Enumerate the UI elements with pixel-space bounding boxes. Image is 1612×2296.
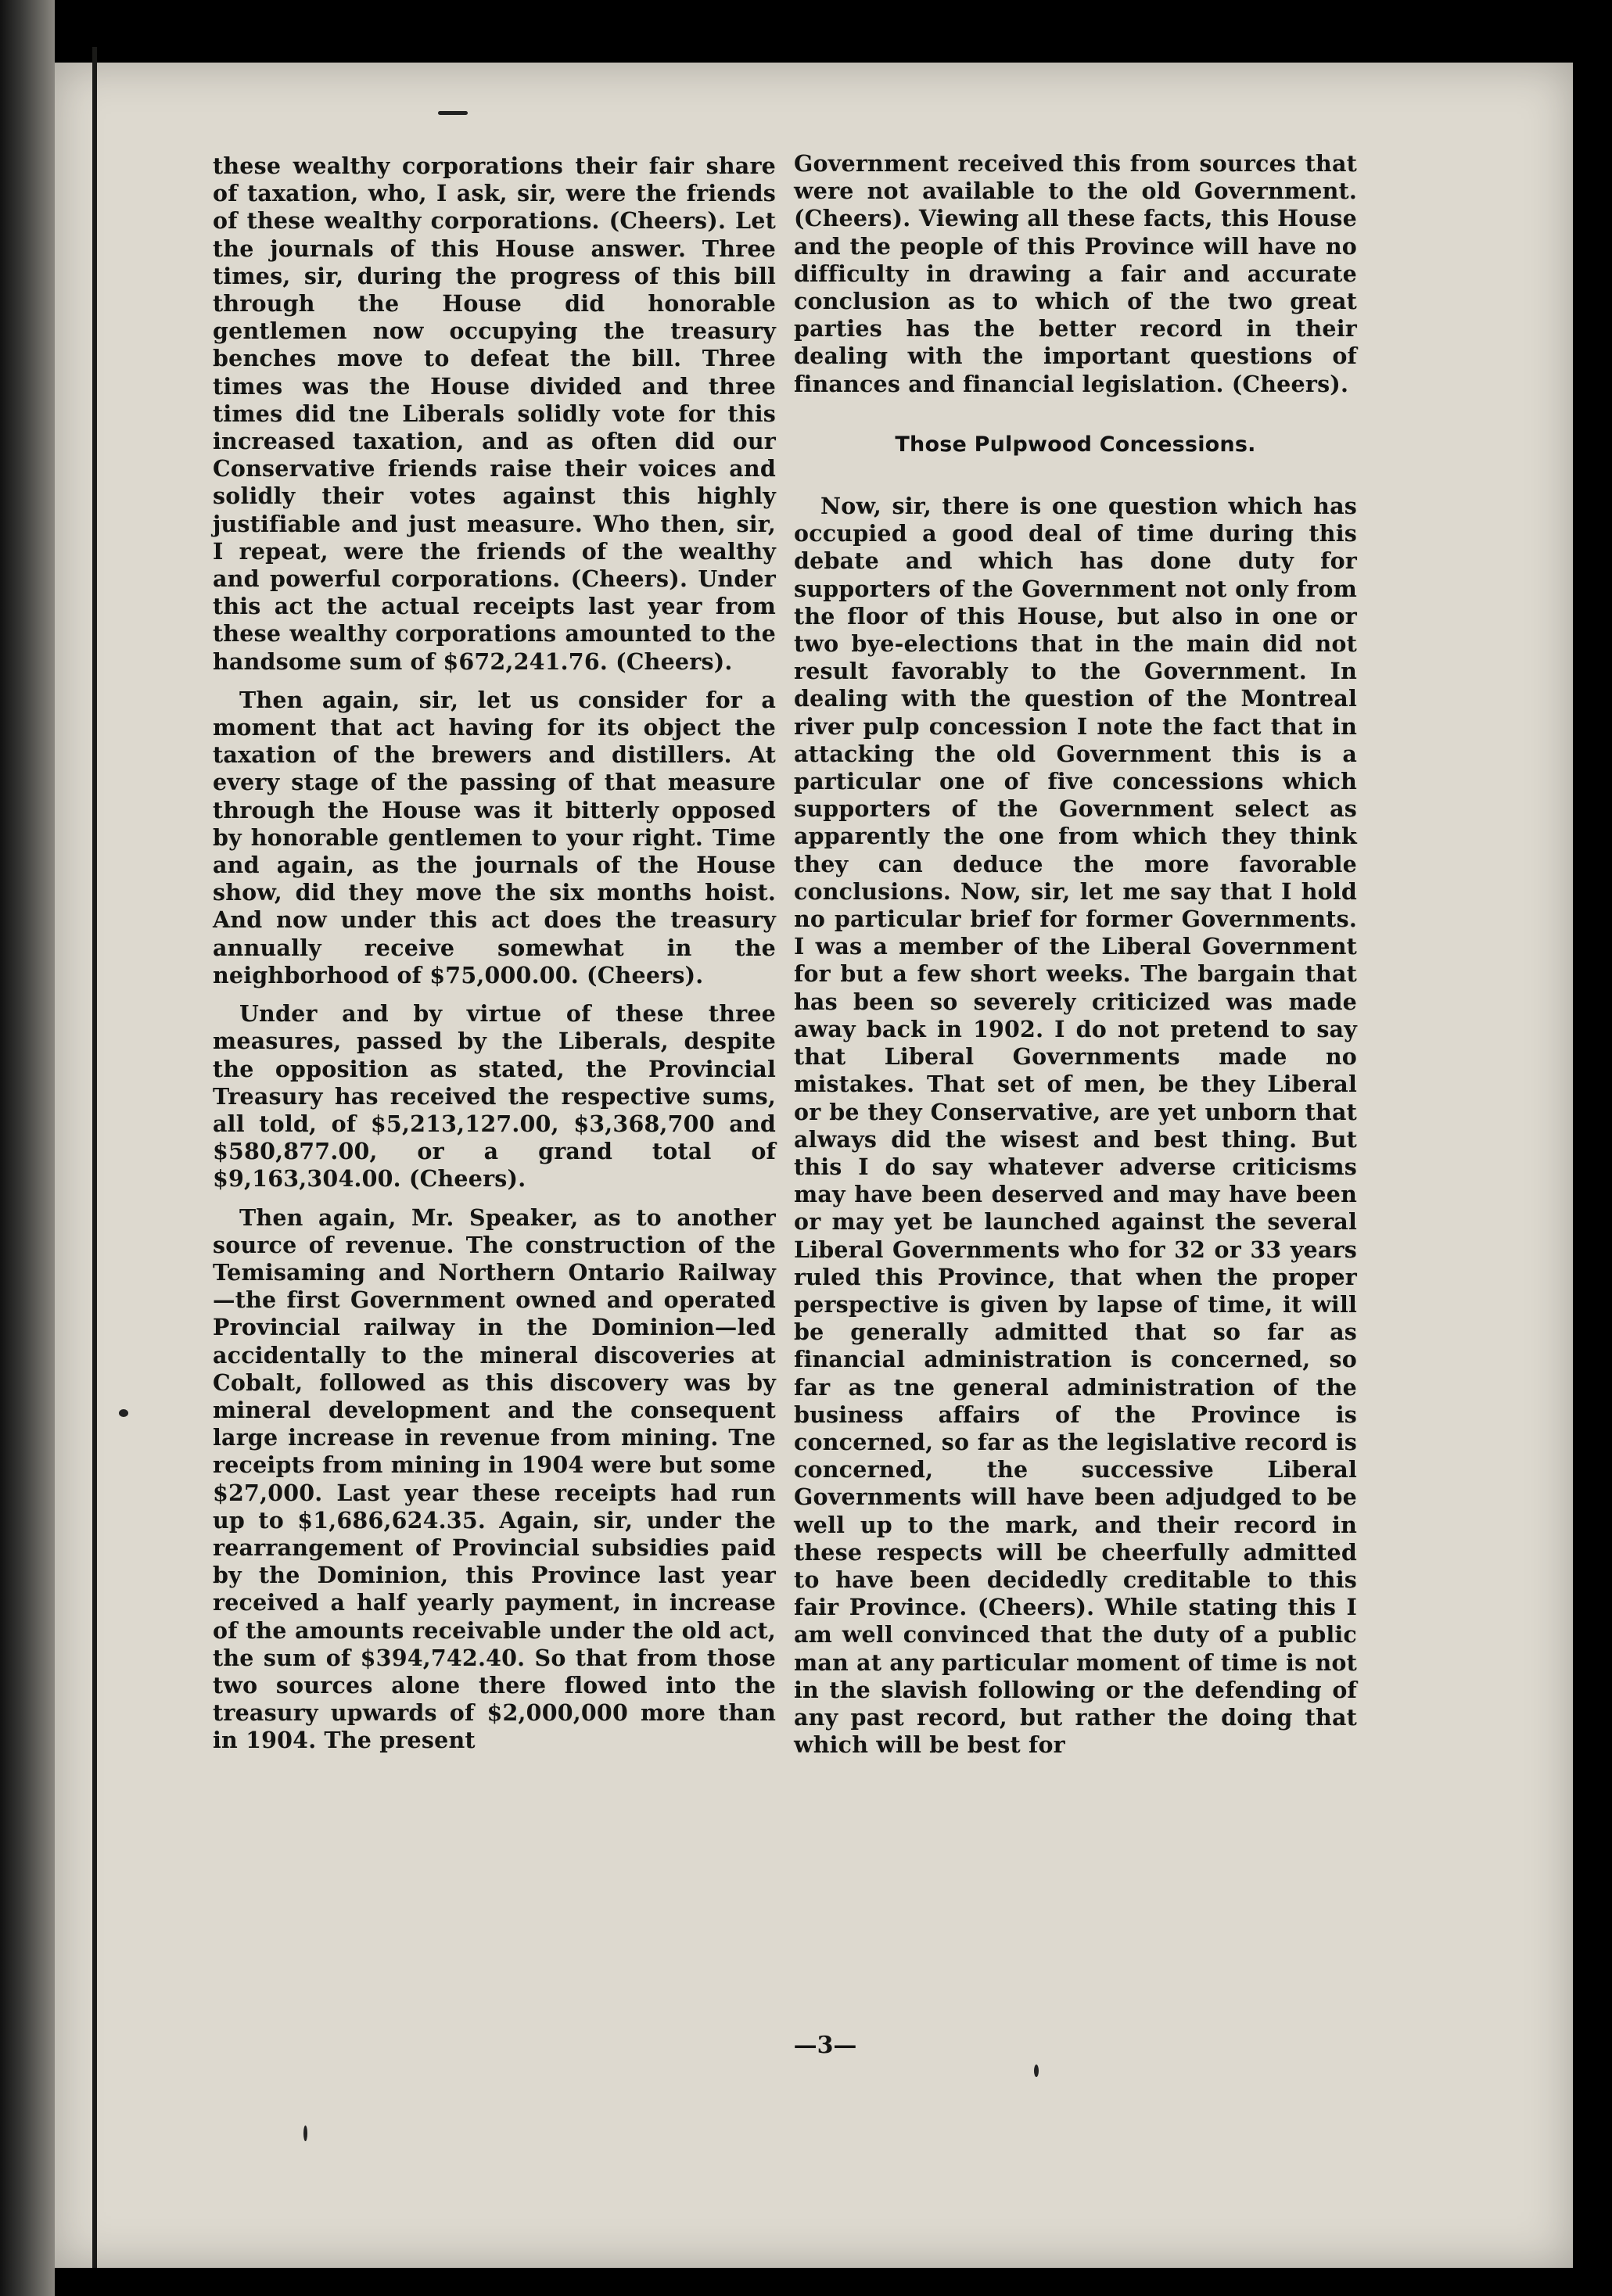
binding-line: [92, 47, 97, 2268]
paragraph: Under and by virtue of these three measures, passed by the Liberals, despite the opposition as stated, the Provincial Treasury has received the respective sums, all told, of $5,213,127.00, $3,368,700 and $580,877.00, or a grand total of $9,163,304.00. (Cheers).: [213, 1000, 776, 1193]
paragraph: Government received this from sources that were not available to the old Government. (Cheers). Viewing all these facts, this House and the people of this Province will have no difficulty in drawing a fair and accurate conclusion as to which of the two great parties has the better record in their dealing with the important questions of finances and financial legislation. (Cheers).: [794, 150, 1357, 397]
right-text-column: [794, 150, 1357, 1770]
left-text-column: [213, 152, 776, 1766]
ink-speck: [303, 2126, 307, 2141]
paragraph: Then again, Mr. Speaker, as to another source of revenue. The construction of the Temisaming and Northern Ontario Railway—the first Government owned and operated Provincial railway in the Dominion—led accidentally to the mineral discoveries at Cobalt, followed as this discovery was by mineral development and the consequent large increase in revenue from mining. Tne receipts from mining in 1904 were but some $27,000. Last year these receipts had run up to $1,686,624.35. Again, sir, under the rearrangement of Provincial subsidies paid by the Dominion, this Province last year received a half yearly payment, in increase of the amounts receivable under the old act, the sum of $394,742.40. So that from those two sources alone there flowed into the treasury upwards of $2,000,000 more than in 1904. The present: [213, 1204, 776, 1754]
page-edge-shadow: [1573, 0, 1612, 2296]
binding-shadow: [0, 0, 55, 2296]
ink-speck: [1034, 2065, 1039, 2077]
paragraph: these wealthy corporations their fair share of taxation, who, I ask, sir, were the friends of these wealthy corporations. (Cheers). Let the journals of this House answer. Three times, sir, during the progress of this bill through the House did honorable gentlemen now occupying the treasury benches move to defeat the bill. Three times was the House divided and three times did tne Liberals solidly vote for this increased taxation, and as often did our Conservative friends raise their voices and solidly their votes against this highly justifiable and just measure. Who then, sir, I repeat, were the friends of the wealthy and powerful corporations. (Cheers). Under this act the actual receipts last year from these wealthy corporations amounted to the handsome sum of $672,241.76. (Cheers).: [213, 152, 776, 675]
ink-speck: [119, 1409, 128, 1417]
paragraph: Now, sir, there is one question which has occupied a good deal of time during this debate and which has done duty for supporters of the Government not only from the floor of this House, but also in one or two bye-elections that in the main did not result favorably to the Government. In dealing with the question of the Montreal river pulp concession I note the fact that in attacking the old Government this is a particular one of five concessions which supporters of the Government select as apparently the one from which they think they can deduce the more favorable conclusions. Now, sir, let me say that I hold no particular brief for former Governments. I was a member of the Liberal Government for but a few short weeks. The bargain that has been so severely criticized was made away back in 1902. I do not pretend to say that Liberal Governments made no mistakes. That set of men, be they Liberal or be they Conservative, are yet unborn that always did the wisest and best thing. But this I do say whatever adverse criticisms may have been deserved and may have been or may yet be launched against the several Liberal Governments who for 32 or 33 years ruled this Province, that when the proper perspective is given by lapse of time, it will be generally admitted that so far as financial administration is concerned, so far as tne general administration of the business affairs of the Province is concerned, so far as the legislative record is concerned, the successive Liberal Governments will have been adjudged to be well up to the mark, and their record in these respects will be cheerfully admitted to have been decidedly creditable to this fair Province. (Cheers). While stating this I am well convinced that the duty of a public man at any particular moment of time is not in the slavish following or the defending of any past record, but rather the doing that which will be best for: [794, 493, 1357, 1759]
paragraph: Then again, sir, let us consider for a moment that act having for its object the taxation of the brewers and distillers. At every stage of the passing of that measure through the House was it bitterly opposed by honorable gentlemen to your right. Time and again, as the journals of the House show, did they move the six months hoist. And now under this act does the treasury annually receive somewhat in the neighborhood of $75,000.00. (Cheers).: [213, 686, 776, 988]
page-number: —3—: [793, 2032, 857, 2059]
ink-speck: [438, 111, 468, 115]
section-heading: Those Pulpwood Concessions.: [895, 432, 1256, 457]
